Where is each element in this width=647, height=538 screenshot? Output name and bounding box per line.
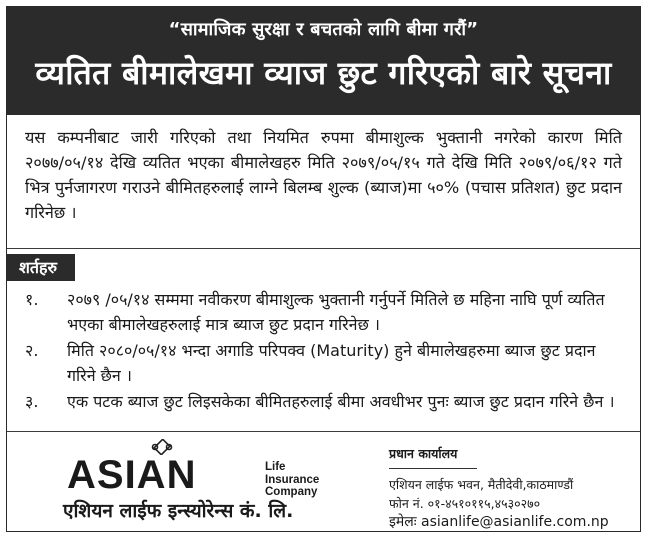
- condition-number: ३.: [25, 392, 39, 411]
- condition-text: एक पटक ब्याज छुट लिइसकेका बीमितहरुलाई बीमा अवधीभर पुनः ब्याज छुट प्रदान गरिने छैन ।: [67, 392, 615, 411]
- office-email: इमेलः asianlife@asianlife.com.np: [389, 514, 609, 530]
- condition-item: [25, 339, 622, 388]
- logo-nepali-name: एशियन लाईफ इन्स्योरेन्स कं. लि.: [63, 500, 294, 522]
- condition-item: [25, 390, 622, 415]
- logo-sub-line: Insurance: [265, 473, 320, 486]
- notice-header: [7, 7, 640, 115]
- condition-number: १.: [25, 290, 39, 309]
- footer-divider: [7, 431, 640, 432]
- conditions-list: [25, 288, 622, 417]
- office-phone: फोन नं. ०१-४५१०११५,४५३०२७०: [389, 496, 541, 511]
- condition-number: २.: [25, 341, 39, 360]
- office-address: एशियन लाईफ भवन, मैतीदेवी,काठमाण्डौं: [389, 477, 574, 492]
- company-logo: [59, 439, 369, 531]
- logo-brand: ASIAN: [67, 453, 197, 497]
- office-heading: प्रधान कार्यालय: [389, 445, 477, 469]
- intro-paragraph: यस कम्पनीबाट जारी गरिएको तथा नियमित रुपमा बीमाशुल्क भुक्तानी नगरेको कारण मिति २०७७/०५/१४ देखि व्यतित भएका बीमालेखहरु मिति २०७९/०५/१५ गते देखि मिति २०७९/०६/१२ गते भित्र पुर्नजागरण गराउने बीमितहरुलाई लाग्ने बिलम्ब शुल्क (ब्याज)मा ५०% (पचास प्रतिशत) छुट प्रदान गरिनेछ ।: [25, 128, 622, 222]
- condition-text: २०७९ /०५/१४ सम्ममा नवीकरण बीमाशुल्क भुक्तानी गर्नुपर्ने मितिले छ महिना नाघि पूर्ण व्यतित भएका बीमालेखहरुलाई मात्र ब्याज छुट प्रदान गरिनेछ ।: [67, 290, 605, 334]
- condition-item: [25, 288, 622, 337]
- notice-title: व्यतित बीमालेखमा व्याज छुट गरिएको बारे सूचना: [35, 54, 612, 92]
- slogan: “सामाजिक सुरक्षा र बचतको लागि बीमा गरौं”: [168, 19, 479, 40]
- logo-sub-line: Company: [265, 486, 318, 498]
- condition-text: मिति २०८०/०५/१४ भन्दा अगाडि परिपक्व (Maturity) हुने बीमालेखहरुमा ब्याज छुट प्रदान गरिने छैन ।: [67, 341, 596, 385]
- conditions-heading: शर्तहरु: [7, 254, 75, 281]
- head-office-block: [389, 445, 635, 532]
- section-divider: [7, 248, 640, 249]
- logo-sub-line: Life: [265, 461, 286, 473]
- logo-subtitle: [265, 461, 319, 499]
- notice-frame: [6, 6, 641, 532]
